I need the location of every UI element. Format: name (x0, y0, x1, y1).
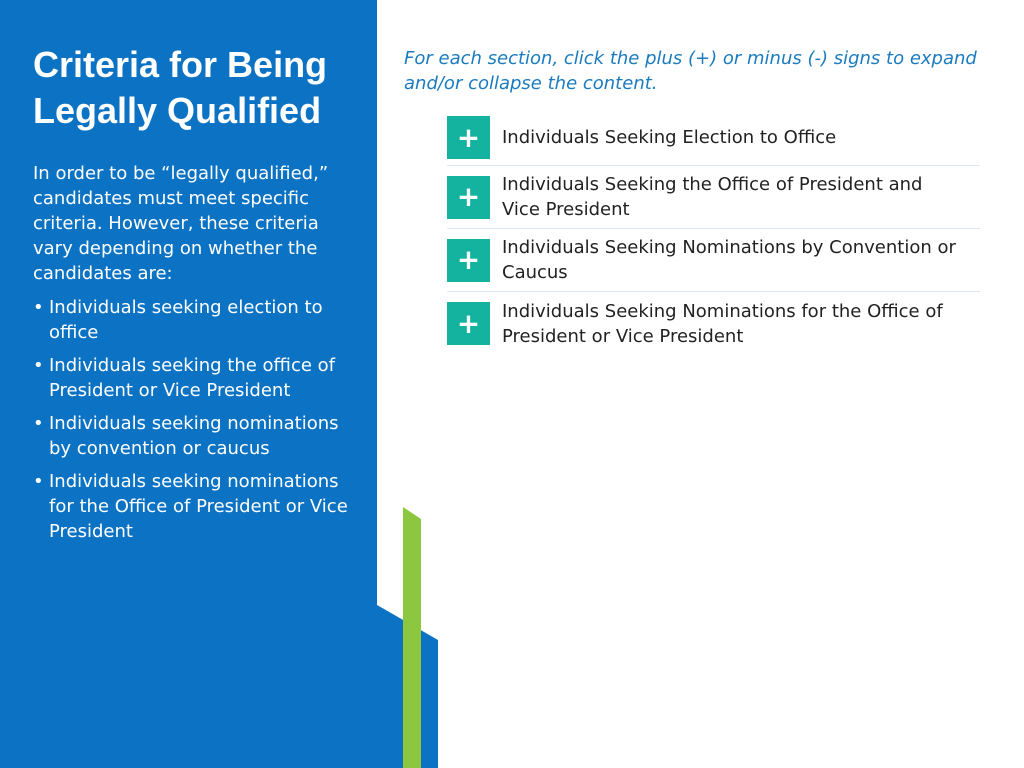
slide-title: Criteria for Being Legally Qualified (33, 44, 328, 131)
intro-text: In order to be “legally qualified,” candidates must meet specific criteria. However, these criteria vary depending on whether the candidates are: (33, 163, 329, 284)
green-accent-stripe (403, 0, 421, 768)
list-item: • Individuals seeking nominations by convention or caucus (33, 411, 353, 461)
list-item: • Individuals seeking the office of President or Vice President (33, 353, 353, 403)
plus-icon[interactable]: + (447, 239, 490, 282)
accordion-item-president-vice-president[interactable] (447, 166, 980, 229)
accordion-item-nominations-president[interactable] (447, 292, 980, 355)
instructions-text: For each section, click the plus (+) or minus (-) signs to expand and/or collapse the content. (404, 48, 977, 94)
criteria-list (33, 295, 353, 552)
list-item: • Individuals seeking election to office (33, 295, 353, 345)
accordion-item-election-to-office[interactable] (447, 110, 980, 166)
list-item: • Individuals seeking nominations for the Office of President or Vice President (33, 469, 353, 544)
plus-icon[interactable]: + (447, 302, 490, 345)
left-panel (0, 0, 377, 768)
plus-icon[interactable]: + (447, 116, 490, 159)
accordion-item-label: Individuals Seeking Election to Office (502, 127, 837, 148)
accordion (447, 110, 980, 355)
accordion-item-label: Individuals Seeking Nominations for the Office of President or Vice President (502, 300, 943, 347)
accordion-item-label: Individuals Seeking Nominations by Convention or Caucus (502, 237, 956, 283)
accordion-item-convention-caucus[interactable] (447, 229, 980, 292)
plus-icon[interactable]: + (447, 176, 490, 219)
accordion-item-label: Individuals Seeking the Office of President and Vice President (502, 174, 923, 220)
